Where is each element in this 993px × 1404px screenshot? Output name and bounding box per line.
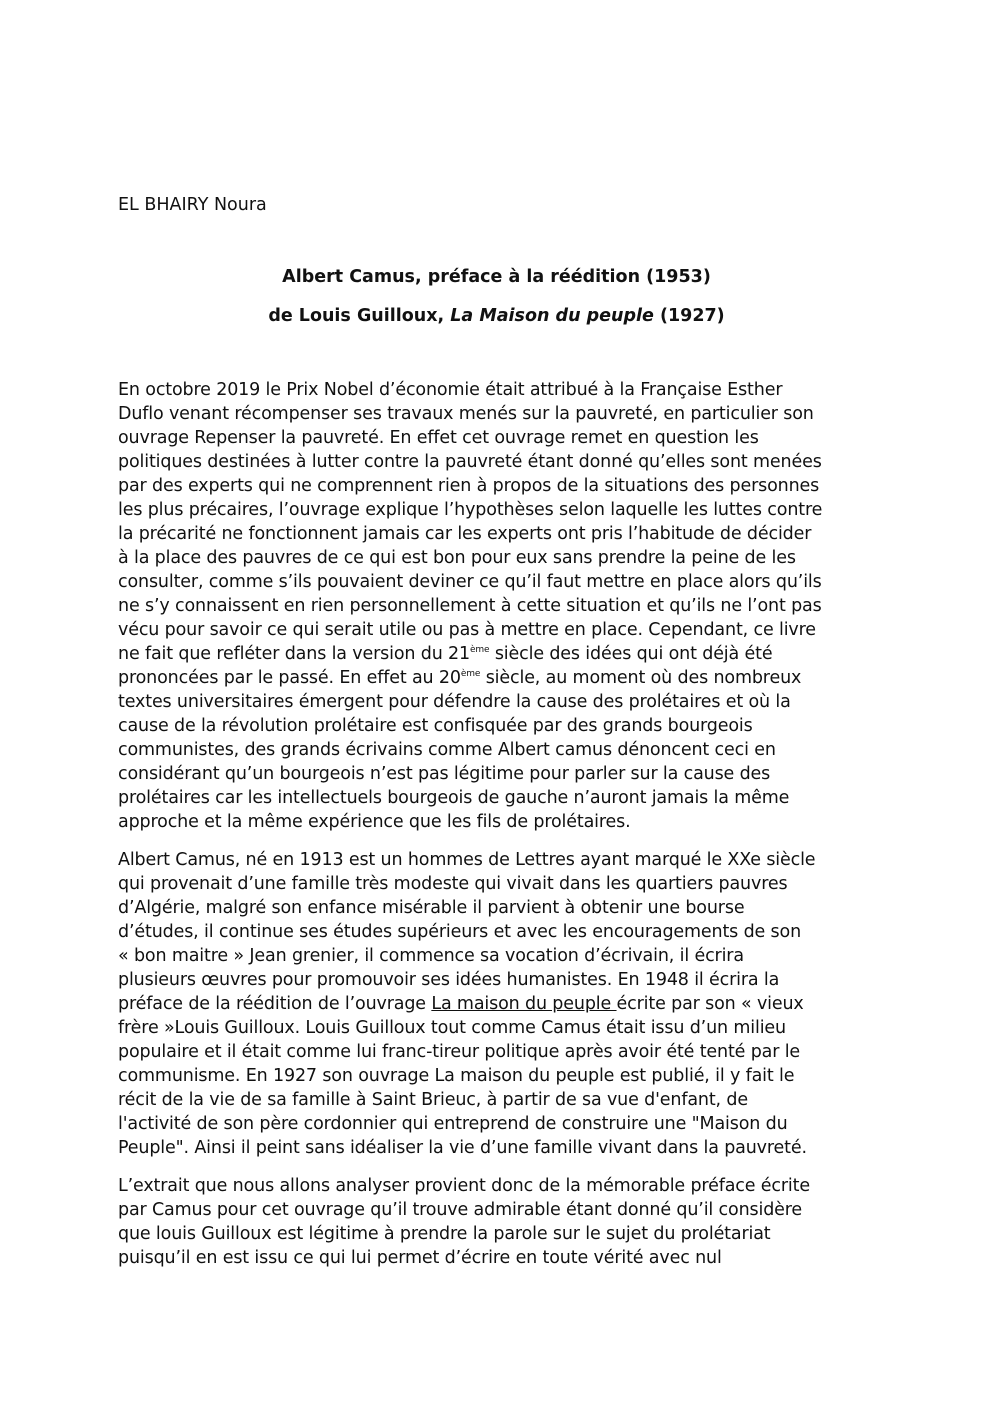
text-line: « bon maitre » Jean grenier, il commence sa vocation d’écrivain, il écrira xyxy=(118,946,744,966)
document-title: Albert Camus, préface à la réédition (1953) xyxy=(282,267,711,287)
text-line: puisqu’il en est issu ce qui lui permet d’écrire en toute vérité avec nul xyxy=(118,1248,722,1268)
text-line: qui provenait d’une famille très modeste qui vivait dans les quartiers pauvres xyxy=(118,874,788,894)
document-subtitle xyxy=(0,305,993,327)
text-line: cause de la révolution prolétaire est confisquée par des grands bourgeois xyxy=(118,716,753,736)
text-line: que louis Guilloux est légitime à prendre la parole sur le sujet du prolétariat xyxy=(118,1224,771,1244)
text-line: L’extrait que nous allons analyser provient donc de la mémorable préface écrite xyxy=(118,1176,810,1196)
text-line: par Camus pour cet ouvrage qu’il trouve admirable étant donné qu’il considère xyxy=(118,1200,803,1220)
text-line: par des experts qui ne comprennent rien à propos de la situations des personnes xyxy=(118,476,820,496)
superscript: ème xyxy=(460,669,481,679)
paragraph-intro xyxy=(118,378,878,834)
text-line: d’Algérie, malgré son enfance misérable il parvient à obtenir une bourse xyxy=(118,898,745,918)
text-line: d’études, il continue ses études supérieurs et avec les encouragements de son xyxy=(118,922,802,942)
text-line: ne s’y connaissent en rien personnellement à cette situation et qu’ils ne l’ont pas xyxy=(118,596,822,616)
text-line: Duflo venant récompenser ses travaux menés sur la pauvreté, en particulier son xyxy=(118,404,814,424)
text-line: l'activité de son père cordonnier qui entreprend de construire une "Maison du xyxy=(118,1114,788,1134)
text-segment: siècle des idées qui ont déjà été xyxy=(489,644,773,664)
text-line: En octobre 2019 le Prix Nobel d’économie était attribué à la Française Esther xyxy=(118,380,783,400)
superscript: ème xyxy=(470,645,490,655)
underlined-book-title: La maison du peuple xyxy=(431,994,617,1014)
text-line: textes universitaires émergent pour défendre la cause des prolétaires et où la xyxy=(118,692,791,712)
text-line: la précarité ne fonctionnent jamais car les experts ont pris l’habitude de décider xyxy=(118,524,812,544)
text-segment: écrite par son « vieux xyxy=(616,994,804,1014)
text-line: vécu pour savoir ce qui serait utile ou pas à mettre en place. Cependant, ce livre xyxy=(118,620,816,640)
text-line: Peuple". Ainsi il peint sans idéaliser la vie d’une famille vivant dans la pauvreté. xyxy=(118,1138,807,1158)
subtitle-suffix: (1927) xyxy=(653,306,725,326)
text-line: prolétaires car les intellectuels bourgeois de gauche n’auront jamais la même xyxy=(118,788,790,808)
text-line xyxy=(118,992,878,1016)
author-name: EL BHAIRY Noura xyxy=(118,195,267,215)
book-title: La Maison du peuple xyxy=(450,306,654,326)
text-line: plusieurs œuvres pour promouvoir ses idées humanistes. En 1948 il écrira la xyxy=(118,970,780,990)
text-segment: préface de la réédition de l’ouvrage xyxy=(118,994,432,1014)
text-line: considérant qu’un bourgeois n’est pas légitime pour parler sur la cause des xyxy=(118,764,771,784)
text-segment: ne fait que refléter dans la version du 21 xyxy=(118,644,471,664)
subtitle-prefix: de Louis Guilloux, xyxy=(268,306,451,326)
text-line: approche et la même expérience que les fils de prolétaires. xyxy=(118,812,631,832)
text-line: Albert Camus, né en 1913 est un hommes de Lettres ayant marqué le XXe siècle xyxy=(118,850,816,870)
text-line xyxy=(118,642,878,666)
text-line: politiques destinées à lutter contre la pauvreté étant donné qu’elles sont menées xyxy=(118,452,822,472)
paragraph-extract-intro xyxy=(118,1174,878,1270)
paragraph-camus-biography xyxy=(118,848,878,1160)
text-line: populaire et il était comme lui franc-tireur politique après avoir été tenté par le xyxy=(118,1042,801,1062)
text-line xyxy=(118,666,878,690)
text-line: consulter, comme s’ils pouvaient deviner ce qu’il faut mettre en place alors qu’ils xyxy=(118,572,822,592)
text-line: ouvrage Repenser la pauvreté. En effet cet ouvrage remet en question les xyxy=(118,428,759,448)
text-segment: prononcées par le passé. En effet au 20 xyxy=(118,668,461,688)
text-segment: siècle, au moment où des nombreux xyxy=(480,668,802,688)
text-line: communistes, des grands écrivains comme Albert camus dénoncent ceci en xyxy=(118,740,776,760)
text-line: les plus précaires, l’ouvrage explique l’hypothèses selon laquelle les luttes contre xyxy=(118,500,823,520)
text-line: communisme. En 1927 son ouvrage La maison du peuple est publié, il y fait le xyxy=(118,1066,795,1086)
text-line: frère »Louis Guilloux. Louis Guilloux tout comme Camus était issu d’un milieu xyxy=(118,1018,786,1038)
text-line: récit de la vie de sa famille à Saint Brieuc, à partir de sa vue d'enfant, de xyxy=(118,1090,748,1110)
text-line: à la place des pauvres de ce qui est bon pour eux sans prendre la peine de les xyxy=(118,548,796,568)
